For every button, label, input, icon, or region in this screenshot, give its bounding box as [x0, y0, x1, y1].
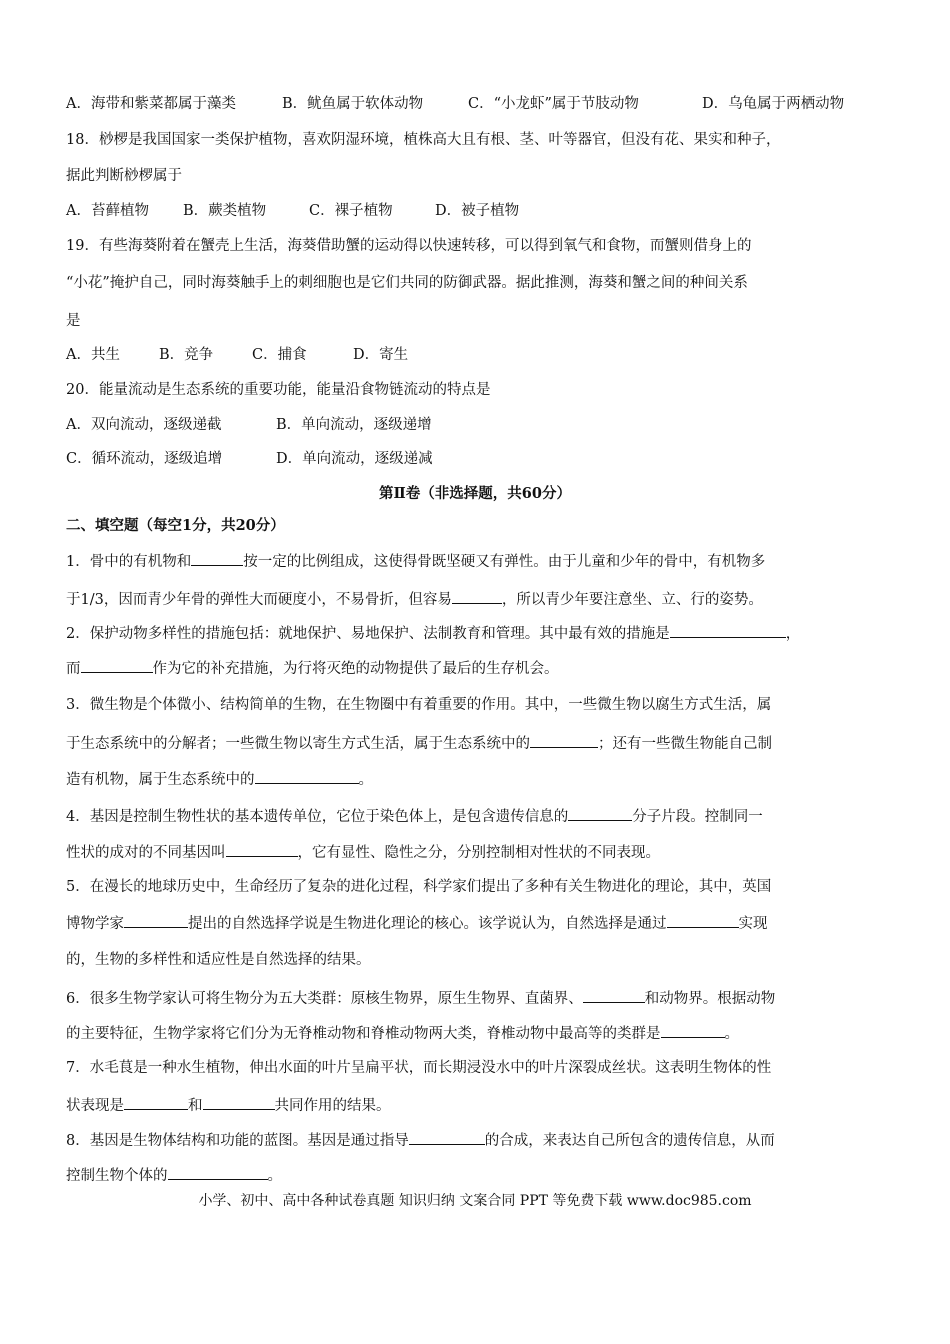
q18-option-b: B．蕨类植物	[183, 203, 267, 219]
fill6-line1	[66, 988, 886, 1009]
fill1-line1	[66, 551, 886, 572]
page-footer: 小学、初中、高中各种试卷真题 知识归纳 文案合同 PPT 等免费下载 www.doc985.com	[198, 1193, 752, 1209]
fill3-line2	[66, 733, 886, 754]
q18-option-c: C．裸子植物	[309, 203, 393, 219]
q18-option-a: A．苔藓植物	[66, 203, 149, 219]
fill8-line1	[66, 1130, 886, 1151]
q20-option-a: A．双向流动，逐级递截	[66, 417, 222, 433]
q18-options	[66, 201, 886, 221]
fill7-blank2[interactable]	[203, 1095, 275, 1110]
fill2-line1	[66, 623, 886, 644]
fill6-text-c: 的主要特征，生物学家将它们分为无脊椎动物和脊椎动物两大类，脊椎动物中最高等的类群是	[66, 1026, 661, 1042]
fill1-blank1[interactable]	[191, 551, 243, 566]
q20-option-d: D．单向流动，逐级递减	[276, 451, 433, 467]
fill4-blank1[interactable]	[568, 806, 632, 821]
fill7-text-b: 状表现是	[66, 1098, 124, 1114]
fill8-blank1[interactable]	[409, 1130, 485, 1145]
fill2-line2	[66, 658, 886, 679]
fill2-text-d: 作为它的补充措施，为行将灭绝的动物提供了最后的生存机会。	[152, 661, 559, 677]
q20-stem: 20．能量流动是生态系统的重要功能，能量沿食物链流动的特点是	[66, 382, 491, 398]
fill3-line1: 3．微生物是个体微小、结构简单的生物，在生物圈中有着重要的作用。其中，一些微生物以腐生方式生活，属	[66, 697, 772, 713]
q20-options-row1	[66, 415, 886, 435]
fill1-text-b: 按一定的比例组成，这使得骨既坚硬又有弹性。由于儿童和少年的骨中，有机物多	[243, 554, 766, 570]
fill1-text-d: ，所以青少年要注意坐、立、行的姿势。	[501, 592, 763, 608]
fill4-text-d: ，它有显性、隐性之分，分别控制相对性状的不同表现。	[297, 845, 660, 861]
fill1-text-a: 1．骨中的有机物和	[66, 554, 192, 570]
q19-option-a: A．共生	[66, 347, 120, 363]
fill2-text-a: 2．保护动物多样性的措施包括：就地保护、易地保护、法制教育和管理。其中最有效的措施是	[66, 626, 670, 642]
fill7-blank1[interactable]	[124, 1095, 188, 1110]
fill7-text-c: 和	[188, 1098, 203, 1114]
q19-option-c: C．捕食	[252, 347, 307, 363]
fill8-line2	[66, 1165, 886, 1186]
fill8-blank2[interactable]	[168, 1165, 268, 1180]
fill8-text-a: 8．基因是生物体结构和功能的蓝图。基因是通过指导	[66, 1133, 409, 1149]
q19-stem-line2: “小花”掩护自己，同时海葵触手上的刺细胞也是它们共同的防御武器。据此推测，海葵和蟹之间的种间关系	[66, 275, 748, 291]
q17-option-d: D．乌龟属于两栖动物	[702, 96, 845, 112]
fill3-text-c: ；还有一些微生物能自己制	[598, 736, 772, 752]
fill7-line1: 7．水毛茛是一种水生植物，伸出水面的叶片呈扁平状，而长期浸没水中的叶片深裂成丝状。这表明生物体的性	[66, 1060, 772, 1076]
q17-option-b: B．鱿鱼属于软体动物	[282, 96, 424, 112]
fill1-line2	[66, 589, 886, 610]
fill5-line3: 的，生物的多样性和适应性是自然选择的结果。	[66, 952, 371, 968]
fill3-text-e: 。	[358, 772, 373, 788]
fill5-blank2[interactable]	[667, 913, 739, 928]
fill8-text-c: 控制生物个体的	[66, 1168, 168, 1184]
fill8-text-d: 。	[267, 1168, 282, 1184]
fill2-text-c: 而	[66, 661, 81, 677]
q20-option-b: B．单向流动，逐级递增	[276, 417, 432, 433]
fill6-blank2[interactable]	[661, 1023, 725, 1038]
part2-title: 第Ⅱ卷（非选择题，共60分）	[379, 485, 571, 502]
fill4-blank2[interactable]	[226, 842, 298, 857]
q18-stem-line2: 据此判断桫椤属于	[66, 168, 182, 184]
fill5-line2	[66, 913, 886, 934]
fill6-text-d: 。	[724, 1026, 739, 1042]
q19-option-d: D．寄生	[353, 347, 409, 363]
fill3-text-d: 造有机物，属于生态系统中的	[66, 772, 255, 788]
fill6-line2	[66, 1023, 886, 1044]
fill4-text-c: 性状的成对的不同基因叫	[66, 845, 226, 861]
fill3-blank2[interactable]	[255, 769, 359, 784]
fill7-line2	[66, 1095, 886, 1116]
fill2-text-b: ，	[785, 626, 801, 642]
fill7-text-d: 共同作用的结果。	[274, 1098, 391, 1114]
fill6-text-a: 6．很多生物学家认可将生物分为五大类群：原核生物界，原生生物界、直菌界、	[66, 991, 583, 1007]
fill5-blank1[interactable]	[124, 913, 188, 928]
q17-options	[66, 94, 886, 114]
fill6-text-b: 和动物界。根据动物	[644, 991, 776, 1007]
q20-options-row2	[66, 449, 886, 469]
fill4-text-a: 4．基因是控制生物性状的基本遗传单位，它位于染色体上，是包含遗传信息的	[66, 809, 569, 825]
fill4-text-b: 分子片段。控制同一	[632, 809, 763, 825]
fill6-blank1[interactable]	[583, 988, 645, 1003]
fill1-blank2[interactable]	[452, 589, 502, 604]
q19-options	[66, 345, 886, 365]
fill4-line1	[66, 806, 886, 827]
section2-title: 二、填空题（每空1分，共20分）	[66, 517, 285, 534]
fill2-blank2[interactable]	[81, 658, 153, 673]
fill3-line3	[66, 769, 886, 790]
q19-option-b: B．竞争	[159, 347, 214, 363]
fill5-line1: 5．在漫长的地球历史中，生命经历了复杂的进化过程，科学家们提出了多种有关生物进化的理论，其中，英国	[66, 879, 772, 895]
fill4-line2	[66, 842, 886, 863]
fill2-blank1[interactable]	[670, 623, 786, 638]
fill1-text-c: 于1/3，因而青少年骨的弹性大而硬度小，不易骨折，但容易	[66, 592, 452, 608]
fill5-text-c: 提出的自然选择学说是生物进化理论的核心。该学说认为，自然选择是通过	[188, 916, 667, 932]
q17-option-c: C．“小龙虾”属于节肢动物	[468, 96, 639, 112]
q18-option-d: D．被子植物	[435, 203, 520, 219]
q18-stem-line1: 18．桫椤是我国国家一类保护植物，喜欢阴湿环境，植株高大且有根、茎、叶等器官，但没有花、果实和种子，	[66, 132, 781, 148]
q17-option-a: A．海带和紫菜都属于藻类	[66, 96, 236, 112]
fill5-text-d: 实现	[738, 916, 768, 932]
q19-stem-line1: 19．有些海葵附着在蟹壳上生活，海葵借助蟹的运动得以快速转移，可以得到氧气和食物，而蟹则借身上的	[66, 238, 752, 254]
fill5-text-b: 博物学家	[66, 916, 124, 932]
fill8-text-b: 的合成，来表达自己所包含的遗传信息，从而	[484, 1133, 775, 1149]
q20-option-c: C．循环流动，逐级追增	[66, 451, 223, 467]
fill3-blank1[interactable]	[530, 733, 598, 748]
q19-stem-line3: 是	[66, 313, 81, 329]
fill3-text-b: 于生态系统中的分解者；一些微生物以寄生方式生活，属于生态系统中的	[66, 736, 530, 752]
